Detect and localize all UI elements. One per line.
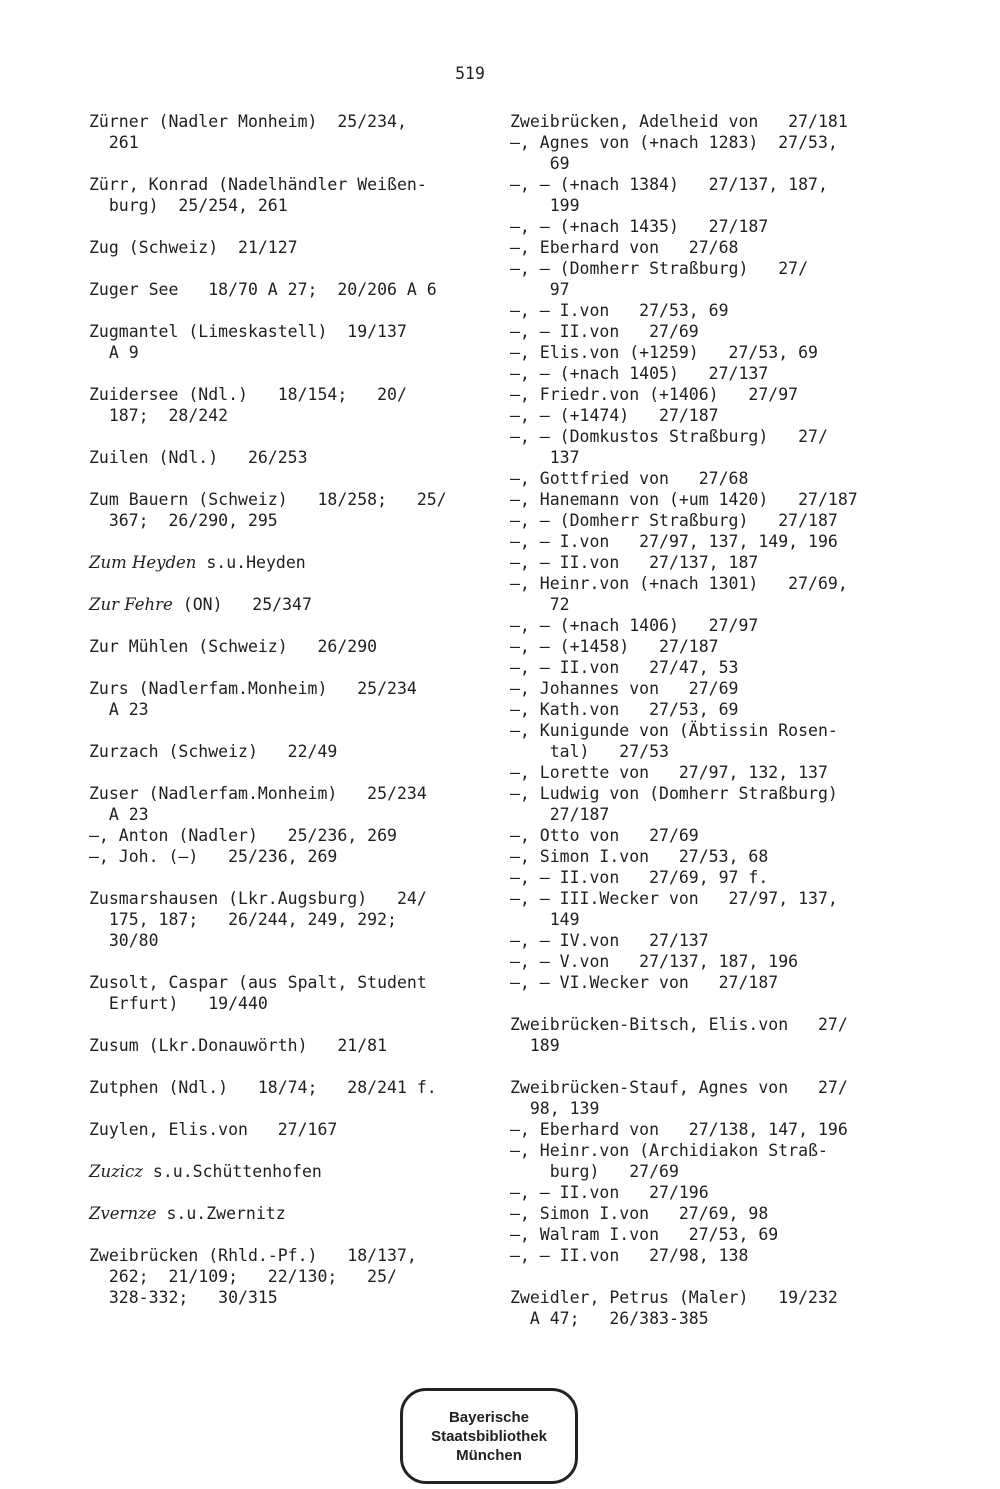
entry-line: [510, 972, 950, 993]
entry-line: [510, 363, 950, 384]
entry-text: A 23: [89, 700, 149, 719]
entry-line: [510, 384, 950, 405]
stamp-line: Bayerische: [448, 1408, 530, 1426]
entry-text: —, Elis.von (+1259) 27/53, 69: [510, 343, 818, 362]
entry-line: [510, 867, 950, 888]
entry-line: [89, 888, 489, 909]
entry-line: [510, 1035, 950, 1056]
entry-line: [89, 174, 489, 195]
entry-line: [510, 1224, 950, 1245]
entry-line: [510, 279, 950, 300]
entry-line: [510, 678, 950, 699]
entry-line: [510, 741, 950, 762]
entry-line: [89, 594, 489, 615]
index-entry: [89, 489, 489, 531]
entry-text: —, Joh. (—) 25/236, 269: [89, 847, 338, 866]
entry-text: Zurs (Nadlerfam.Monheim) 25/234: [89, 679, 417, 698]
index-entry: [89, 174, 489, 216]
entry-text: —, — II.von 27/69, 97 f.: [510, 868, 769, 887]
index-entry: [89, 888, 489, 951]
entry-line: [510, 888, 950, 909]
library-stamp: [400, 1388, 578, 1484]
entry-line: [510, 405, 950, 426]
entry-line: [510, 1161, 950, 1182]
entry-line: [89, 1161, 489, 1182]
entry-text: —, — II.von 27/98, 138: [510, 1246, 749, 1265]
entry-text: —, Heinr.von (Archidiakon Straß-: [510, 1141, 828, 1160]
entry-line: [89, 804, 489, 825]
entry-line: [510, 111, 950, 132]
entry-text: —, Eberhard von 27/68: [510, 238, 739, 257]
entry-line: [510, 951, 950, 972]
stamp-line: Staatsbibliothek: [431, 1427, 547, 1445]
entry-text: 187; 28/242: [89, 406, 229, 425]
entry-line: [510, 510, 950, 531]
index-entry: [89, 279, 489, 300]
entry-text: —, Kath.von 27/53, 69: [510, 700, 739, 719]
entry-text: Zum Bauern (Schweiz) 18/258; 25/: [89, 490, 447, 509]
entry-line: [89, 699, 489, 720]
entry-text: 199: [510, 196, 580, 215]
entry-line: [89, 1119, 489, 1140]
index-entry: [89, 447, 489, 468]
entry-text: burg) 25/254, 261: [89, 196, 288, 215]
index-column-right: [510, 111, 950, 1329]
entry-line: [510, 258, 950, 279]
entry-text: Zusmarshausen (Lkr.Augsburg) 24/: [89, 889, 427, 908]
entry-text: 189: [510, 1036, 560, 1055]
entry-text: Zürr, Konrad (Nadelhändler Weißen-: [89, 175, 427, 194]
entry-text: 97: [510, 280, 570, 299]
entry-line: [89, 405, 489, 426]
entry-text: (ON) 25/347: [172, 595, 312, 614]
entry-text: Zuser (Nadlerfam.Monheim) 25/234: [89, 784, 427, 803]
entry-line: [510, 825, 950, 846]
entry-text: —, — II.von 27/137, 187: [510, 553, 759, 572]
entry-text: Zuger See 18/70 A 27; 20/206 A 6: [89, 280, 437, 299]
entry-line: [510, 132, 950, 153]
index-entry: [89, 321, 489, 363]
entry-line: [510, 237, 950, 258]
entry-line: [510, 699, 950, 720]
entry-text: tal) 27/53: [510, 742, 669, 761]
entry-line: [510, 1014, 950, 1035]
entry-line: [510, 447, 950, 468]
entry-text: Zuylen, Elis.von 27/167: [89, 1120, 338, 1139]
index-entry: [89, 552, 489, 573]
entry-line: [510, 1287, 950, 1308]
entry-line: [510, 636, 950, 657]
entry-line: [89, 930, 489, 951]
entry-line: [510, 762, 950, 783]
entry-text: —, Simon I.von 27/53, 68: [510, 847, 769, 866]
entry-line: [89, 741, 489, 762]
entry-text: A 9: [89, 343, 139, 362]
entry-line: [89, 279, 489, 300]
entry-text: Zusum (Lkr.Donauwörth) 21/81: [89, 1036, 388, 1055]
index-entry: [510, 111, 950, 993]
entry-line: [510, 804, 950, 825]
entry-text: —, Friedr.von (+1406) 27/97: [510, 385, 799, 404]
entry-text: Zurzach (Schweiz) 22/49: [89, 742, 338, 761]
entry-line: [89, 972, 489, 993]
entry-text: —, Gottfried von 27/68: [510, 469, 749, 488]
entry-line: [510, 930, 950, 951]
entry-text: 98, 139: [510, 1099, 600, 1118]
entry-line: [89, 909, 489, 930]
entry-line: [89, 384, 489, 405]
entry-text: —, Agnes von (+nach 1283) 27/53,: [510, 133, 838, 152]
entry-line: [89, 195, 489, 216]
entry-line: [89, 111, 489, 132]
entry-text: Zugmantel (Limeskastell) 19/137: [89, 322, 407, 341]
entry-line: [510, 615, 950, 636]
entry-text: 27/187: [510, 805, 610, 824]
entry-line: [89, 1245, 489, 1266]
entry-line: [89, 447, 489, 468]
entry-line: [89, 342, 489, 363]
entry-line: [89, 783, 489, 804]
entry-line: [89, 237, 489, 258]
index-entry: [89, 972, 489, 1014]
entry-text: 137: [510, 448, 580, 467]
entry-text: —, — IV.von 27/137: [510, 931, 709, 950]
entry-line: [510, 300, 950, 321]
entry-line: [510, 1245, 950, 1266]
entry-line: [510, 909, 950, 930]
index-entry: [89, 594, 489, 615]
entry-text: Zweidler, Petrus (Maler) 19/232: [510, 1288, 838, 1307]
entry-line: [510, 846, 950, 867]
entry-line: [89, 1203, 489, 1224]
entry-text: —, — II.von 27/47, 53: [510, 658, 739, 677]
entry-line: [510, 531, 950, 552]
entry-text: Zweibrücken, Adelheid von 27/181: [510, 112, 848, 131]
entry-text: —, — (Domherr Straßburg) 27/187: [510, 511, 838, 530]
index-entry: [89, 636, 489, 657]
entry-text: —, Otto von 27/69: [510, 826, 699, 845]
index-entry: [89, 783, 489, 867]
entry-text: Zusolt, Caspar (aus Spalt, Student: [89, 973, 427, 992]
entry-line: [89, 846, 489, 867]
entry-line: [510, 1308, 950, 1329]
entry-text: 262; 21/109; 22/130; 25/: [89, 1267, 397, 1286]
index-entry: [510, 1014, 950, 1056]
index-entry: [510, 1287, 950, 1329]
entry-text: s.u.Heyden: [196, 553, 306, 572]
entry-line: [510, 468, 950, 489]
index-entry: [89, 741, 489, 762]
entry-text: Zuidersee (Ndl.) 18/154; 20/: [89, 385, 407, 404]
entry-text: —, Heinr.von (+nach 1301) 27/69,: [510, 574, 848, 593]
entry-text: —, Anton (Nadler) 25/236, 269: [89, 826, 397, 845]
entry-text: A 47; 26/383-385: [510, 1309, 709, 1328]
entry-text: —, Simon I.von 27/69, 98: [510, 1204, 769, 1223]
entry-line: [89, 132, 489, 153]
entry-line: [510, 1182, 950, 1203]
index-entry: [89, 1203, 489, 1224]
entry-text: —, Ludwig von (Domherr Straßburg): [510, 784, 838, 803]
entry-text: 175, 187; 26/244, 249, 292;: [89, 910, 397, 929]
index-entry: [89, 1161, 489, 1182]
index-entry: [89, 1119, 489, 1140]
entry-line: [89, 825, 489, 846]
entry-text: —, — I.von 27/97, 137, 149, 196: [510, 532, 838, 551]
index-column-left: [89, 111, 489, 1308]
entry-text: Zug (Schweiz) 21/127: [89, 238, 298, 257]
entry-text: 30/80: [89, 931, 159, 950]
entry-text: —, — II.von 27/196: [510, 1183, 709, 1202]
entry-italic-term: Zuzicz: [89, 1162, 143, 1181]
entry-text: —, — II.von 27/69: [510, 322, 699, 341]
entry-text: —, Hanemann von (+um 1420) 27/187: [510, 490, 858, 509]
entry-line: [510, 1098, 950, 1119]
entry-text: 72: [510, 595, 570, 614]
entry-text: —, Eberhard von 27/138, 147, 196: [510, 1120, 848, 1139]
entry-text: —, — (Domherr Straßburg) 27/: [510, 259, 809, 278]
entry-line: [89, 1035, 489, 1056]
index-entry: [89, 1245, 489, 1308]
entry-line: [510, 783, 950, 804]
entry-line: [89, 993, 489, 1014]
entry-line: [510, 1203, 950, 1224]
entry-text: —, Walram I.von 27/53, 69: [510, 1225, 779, 1244]
entry-text: Erfurt) 19/440: [89, 994, 268, 1013]
entry-text: burg) 27/69: [510, 1162, 679, 1181]
entry-text: —, — (Domkustos Straßburg) 27/: [510, 427, 828, 446]
index-entry: [89, 384, 489, 426]
entry-text: —, Lorette von 27/97, 132, 137: [510, 763, 828, 782]
index-entry: [89, 111, 489, 153]
entry-text: —, — V.von 27/137, 187, 196: [510, 952, 799, 971]
entry-text: 149: [510, 910, 580, 929]
entry-text: Zur Mühlen (Schweiz) 26/290: [89, 637, 378, 656]
entry-line: [510, 342, 950, 363]
entry-text: —, — III.Wecker von 27/97, 137,: [510, 889, 838, 908]
entry-text: s.u.Zwernitz: [156, 1204, 286, 1223]
entry-line: [510, 573, 950, 594]
entry-line: [510, 720, 950, 741]
entry-line: [89, 636, 489, 657]
entry-line: [510, 174, 950, 195]
index-entry: [89, 1035, 489, 1056]
entry-line: [510, 594, 950, 615]
entry-line: [510, 657, 950, 678]
entry-text: 367; 26/290, 295: [89, 511, 278, 530]
entry-line: [89, 678, 489, 699]
entry-text: —, — (+1474) 27/187: [510, 406, 719, 425]
entry-text: 261: [89, 133, 139, 152]
entry-text: 328-332; 30/315: [89, 1288, 278, 1307]
index-entry: [89, 237, 489, 258]
entry-text: —, — (+1458) 27/187: [510, 637, 719, 656]
entry-line: [510, 1119, 950, 1140]
entry-text: —, — I.von 27/53, 69: [510, 301, 729, 320]
entry-line: [510, 216, 950, 237]
entry-line: [510, 552, 950, 573]
entry-line: [89, 552, 489, 573]
entry-text: —, — (+nach 1406) 27/97: [510, 616, 759, 635]
entry-italic-term: Zur Fehre: [89, 595, 173, 614]
entry-line: [89, 1077, 489, 1098]
entry-text: Zweibrücken-Stauf, Agnes von 27/: [510, 1078, 848, 1097]
entry-line: [510, 195, 950, 216]
entry-line: [89, 1287, 489, 1308]
entry-line: [510, 489, 950, 510]
entry-text: —, — (+nach 1405) 27/137: [510, 364, 769, 383]
entry-text: Zürner (Nadler Monheim) 25/234,: [89, 112, 407, 131]
entry-text: —, — (+nach 1384) 27/137, 187,: [510, 175, 828, 194]
entry-text: Zuilen (Ndl.) 26/253: [89, 448, 308, 467]
entry-line: [510, 153, 950, 174]
entry-text: —, — VI.Wecker von 27/187: [510, 973, 779, 992]
index-entry: [89, 678, 489, 720]
entry-italic-term: Zum Heyden: [89, 553, 197, 572]
entry-text: Zutphen (Ndl.) 18/74; 28/241 f.: [89, 1078, 437, 1097]
entry-line: [510, 1140, 950, 1161]
page-number: 519: [455, 64, 485, 83]
entry-text: —, Kunigunde von (Äbtissin Rosen-: [510, 721, 838, 740]
entry-text: Zweibrücken (Rhld.-Pf.) 18/137,: [89, 1246, 417, 1265]
entry-text: —, — (+nach 1435) 27/187: [510, 217, 769, 236]
stamp-line: München: [456, 1446, 522, 1464]
entry-text: s.u.Schüttenhofen: [143, 1162, 322, 1181]
entry-text: Zweibrücken-Bitsch, Elis.von 27/: [510, 1015, 848, 1034]
entry-line: [89, 510, 489, 531]
index-entry: [89, 1077, 489, 1098]
entry-line: [510, 321, 950, 342]
entry-italic-term: Zvernze: [89, 1204, 157, 1223]
entry-text: A 23: [89, 805, 149, 824]
index-entry: [510, 1077, 950, 1266]
entry-line: [510, 1077, 950, 1098]
entry-line: [510, 426, 950, 447]
entry-text: —, Johannes von 27/69: [510, 679, 739, 698]
entry-line: [89, 321, 489, 342]
entry-text: 69: [510, 154, 570, 173]
entry-line: [89, 1266, 489, 1287]
entry-line: [89, 489, 489, 510]
